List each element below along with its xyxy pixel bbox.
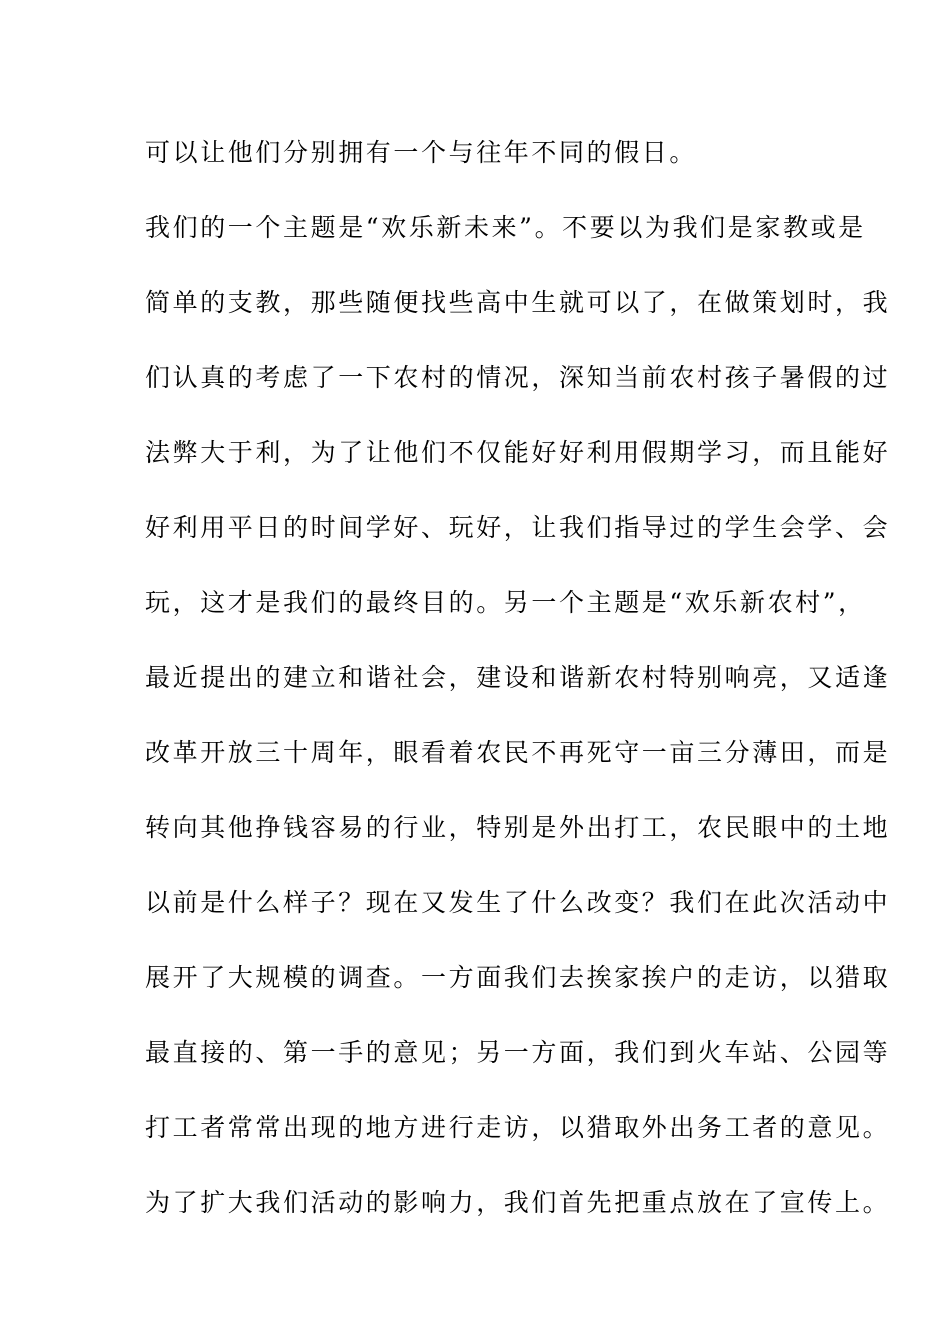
body-text [145,130,891,1255]
text-line: 为了扩大我们活动的影响力，我们首先把重点放在了宣传上。 [145,1188,891,1217]
text-line: 法弊大于利，为了让他们不仅能好好利用假期学习，而且能好 [145,438,891,467]
text-line: 最近提出的建立和谐社会，建设和谐新农村特别响亮，又适逢 [145,663,891,692]
text-line: 转向其他挣钱容易的行业，特别是外出打工，农民眼中的土地 [145,813,891,842]
text-line: 我们的一个主题是“欢乐新未来”。不要以为我们是家教或是 [145,213,866,242]
text-line: 可以让他们分别拥有一个与往年不同的假日。 [145,138,698,167]
text-line: 玩，这才是我们的最终目的。另一个主题是“欢乐新农村”， [145,588,866,617]
text-line: 简单的支教，那些随便找些高中生就可以了，在做策划时，我 [145,288,891,317]
text-line: 最直接的、第一手的意见；另一方面，我们到火车站、公园等 [145,1038,891,1067]
text-line: 以前是什么样子？现在又发生了什么改变？我们在此次活动中 [145,888,891,917]
text-line: 们认真的考虑了一下农村的情况，深知当前农村孩子暑假的过 [145,363,891,392]
text-line: 展开了大规模的调查。一方面我们去挨家挨户的走访，以猎取 [145,963,891,992]
text-line: 好利用平日的时间学好、玩好，让我们指导过的学生会学、会 [145,513,891,542]
text-line: 打工者常常出现的地方进行走访，以猎取外出务工者的意见。 [145,1113,891,1142]
text-line: 改革开放三十周年，眼看着农民不再死守一亩三分薄田，而是 [145,738,891,767]
